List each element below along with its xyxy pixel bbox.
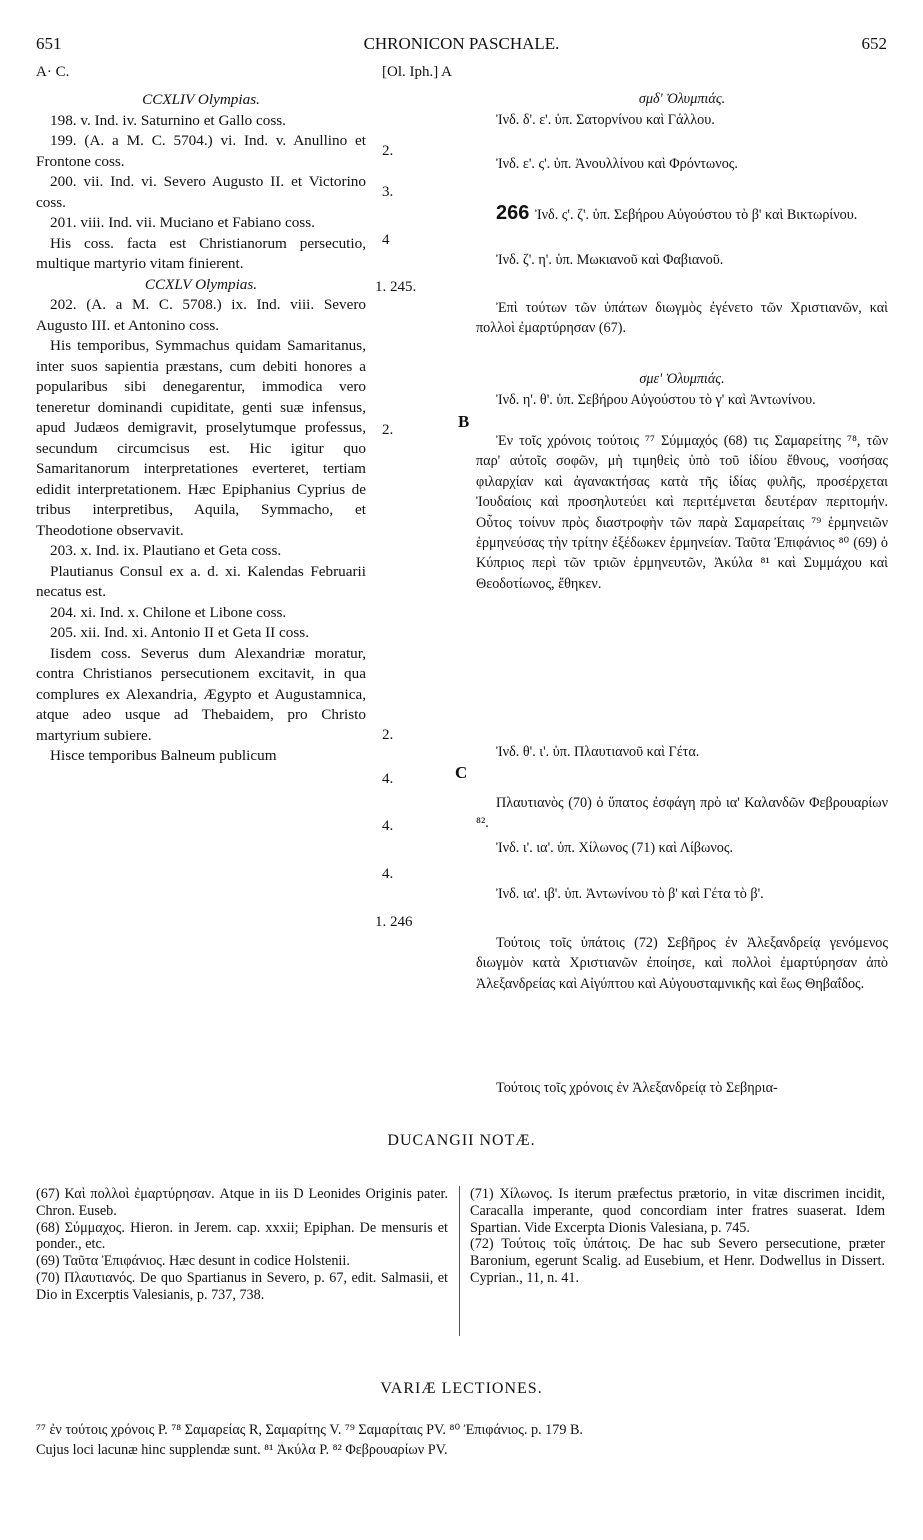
greek-paragraph: Ἰνδ. ζ'. η'. ὑπ. Μωκιανοῦ καὶ Φαβιανοῦ. xyxy=(496,252,724,268)
margin-reference: 2. xyxy=(382,727,394,743)
note-entry: (71) Χίλωνος. Is iterum præfectus prætorio, in vitæ discrimen incidit, Caracalla imperante, quod concordiam inter fratres suaserat. Idem Spartian. Vide Excerpta Dionis Valesiana, p. 745. xyxy=(470,1186,885,1236)
notes-divider xyxy=(459,1186,460,1336)
greek-paragraph: 266 Ἰνδ. ς'. ζ'. ὑπ. Σεβήρου Αὐγούστου τὸ β' καὶ Βικτωρίνου. xyxy=(496,202,858,224)
note-entry: (69) Ταῦτα Ἐπιφάνιος. Hæc desunt in codice Holstenii. xyxy=(36,1253,350,1270)
latin-paragraph: 201. viii. Ind. vii. Muciano et Fabiano coss. xyxy=(50,214,315,231)
margin-reference: 2. xyxy=(382,143,394,159)
olympiad-heading: CCXLIV Olympias. xyxy=(142,91,260,108)
greek-paragraph: Ἰνδ. δ'. ε'. ὑπ. Σατορνίνου καὶ Γάλλου. xyxy=(496,112,715,128)
greek-paragraph: Τούτοις τοῖς ὑπάτοις (72) Σεβῆρος ἐν Ἀλεξανδρείᾳ γενόμενος διωγμὸν κατὰ Χριστιανῶν ἐποίησε, καὶ πολλοὶ ἐμαρτύρησαν ἀπὸ Ἀλεξανδρείας καὶ Αἰγύπτου καὶ Αὐγουσταμνικῆς καὶ ἕως Θηβαΐδος. xyxy=(476,935,888,992)
greek-paragraph: Ἰνδ. ι'. ια'. ὑπ. Χίλωνος (71) καὶ Λίβωνος. xyxy=(496,840,734,856)
note-entry: (72) Τούτοις τοῖς ὑπάτοις. De hac sub Severo persecutione, præter Baronium, egerunt Scalig. ad Eusebium, et Henr. Dodwellus in Dissert. Cyprian., 11, n. 41. xyxy=(470,1236,885,1286)
notes-left-column xyxy=(36,1186,448,1304)
variae-lectiones xyxy=(36,1420,886,1460)
olympiad-heading: CCXLV Olympias. xyxy=(144,275,258,293)
note-entry: (68) Σύμμαχος. Hieron. in Jerem. cap. xxxii; Epiphan. De mensuris et ponder., etc. xyxy=(36,1219,448,1253)
greek-paragraph: Τούτοις τοῖς χρόνοις ἐν Ἀλεξανδρείᾳ τὸ Σεβηρια- xyxy=(496,1080,778,1096)
latin-paragraph: Iisdem coss. Severus dum Alexandriæ moratur, contra Christianos persecutionem excitavit, in qua complures ex Alexandria, Ægypto et Augustamnica, atque adeo usque ad Thebaidem, pro Christo martyrium subiere. xyxy=(36,644,366,744)
right-page-number: 652 xyxy=(861,34,887,53)
margin-reference: 4. xyxy=(382,771,394,787)
latin-paragraph: 198. v. Ind. iv. Saturnino et Gallo coss. xyxy=(50,111,286,129)
margin-reference: B xyxy=(458,412,470,431)
greek-paragraph: Ἰνδ. ε'. ς'. ὑπ. Ἀνουλλίνου καὶ Φρόντωνος. xyxy=(496,156,738,172)
latin-paragraph: 203. x. Ind. ix. Plautiano et Geta coss. xyxy=(50,542,282,559)
anno-christi-label: A· C. xyxy=(36,64,70,80)
latin-paragraph: Hisce temporibus Balneum publicum xyxy=(50,747,277,764)
margin-reference: 2. xyxy=(382,422,394,438)
latin-paragraph: 202. (A. a M. C. 5708.) ix. Ind. viii. Severo Augusto III. et Antonino coss. xyxy=(36,296,366,334)
greek-paragraph: Ἐπὶ τούτων τῶν ὑπάτων διωγμὸς ἐγένετο τῶν Χριστιανῶν, καὶ πολλοὶ ἐμαρτύρησαν (67). xyxy=(476,300,888,337)
margin-reference: 1. 245. xyxy=(375,279,417,295)
olympiad-reference: [Ol. Iph.] A xyxy=(382,64,452,80)
margin-reference: 4. xyxy=(382,818,394,834)
latin-paragraph: Plautianus Consul ex a. d. xi. Kalendas Februarii necatus est. xyxy=(36,562,366,600)
variae-heading: VARIÆ LECTIONES. xyxy=(380,1380,543,1397)
greek-paragraph: Ἰνδ. η'. θ'. ὑπ. Σεβήρου Αὐγούστου τὸ γ' καὶ Ἀντωνίνου. xyxy=(496,392,816,408)
running-title: CHRONICON PASCHALE. xyxy=(363,34,560,53)
notes-right-column xyxy=(470,1186,885,1287)
greek-paragraph: Ἰνδ. ια'. ιβ'. ὑπ. Ἀντωνίνου τὸ β' καὶ Γέτα τὸ β'. xyxy=(496,886,764,902)
variant-reading: ⁷⁷ ἐν τούτοις χρόνοις P. ⁷⁸ Σαμαρείας R, Σαμαρίτης V. ⁷⁹ Σαμαρίταις PV. ⁸⁰ Ἐπιφάνιος. p. 179 B. xyxy=(36,1422,583,1438)
latin-paragraph: 199. (A. a M. C. 5704.) vi. Ind. v. Anullino et Frontone coss. xyxy=(36,132,366,170)
latin-paragraph: 204. xi. Ind. x. Chilone et Libone coss. xyxy=(50,603,287,621)
latin-paragraph: 205. xii. Ind. xi. Antonio II et Geta II coss. xyxy=(50,624,309,641)
margin-reference: 4 xyxy=(382,232,390,248)
greek-paragraph: Πλαυτιανὸς (70) ὁ ὕπατος ἐσφάγη πρὸ ια' Καλανδῶν Φεβρουαρίων ⁸². xyxy=(476,795,888,832)
greek-paragraph: Ἐν τοῖς χρόνοις τούτοις ⁷⁷ Σύμμαχός (68) τις Σαμαρείτης ⁷⁸, τῶν παρ' αὐτοῖς σοφῶν, μὴ τιμηθεὶς ὑπὸ τοῦ ἰδίου ἔθνους, νοσήσας φιλαρχίαν καὶ ἀγανακτήσας κατὰ τῆς ἰδίας φυλῆς, προσέρχεται Ἰουδαίοις καὶ προσηλυτεύει καὶ περιτέμνεται δευτέραν περιτομήν. Οὗτος τοίνυν πρὸς διαστροφὴν τῶν παρὰ Σαμαρείταις ⁷⁹ ἑρμηνειῶν ἑρμηνεύσας τὴν τρίτην ἐξέδωκεν ἑρμηνείαν. Ταῦτα Ἐπιφάνιος ⁸⁰ (69) ὁ Κύπριος περὶ τῶν τριῶν ἑρμηνευτῶν, Ἀκύλα ⁸¹ καὶ Συμμάχου καὶ Θεοδοτίωνος, ἔθηκεν. xyxy=(476,433,888,592)
note-entry: (70) Πλαυτιανός. De quo Spartianus in Severo, p. 67, edit. Salmasii, et Dio in Excerptis Valesianis, p. 737, 738. xyxy=(36,1269,448,1303)
margin-reference: 4. xyxy=(382,866,394,882)
left-page-number: 651 xyxy=(36,34,62,53)
latin-paragraph: His temporibus, Symmachus quidam Samaritanus, inter suos sapientia præstans, cum debiti honores a popularibus sibi denegarentur, immodica vero teneretur dominandi cupiditate, genti suæ infensus, apud Judæos demigravit, proselytumque professus, secundum circumcisus est. Hic igitur quo Samaritanorum interpretationes everteret, tertiam edidit interpretationem. Hæc Epiphanius Cyprius de tribus interpretibus, Aquila, Symmacho, et Theodotione observavit. xyxy=(36,337,366,539)
latin-paragraph: His coss. facta est Christianorum persecutio, multique martyrio vitam finierent. xyxy=(36,234,366,272)
note-entry: (67) Καὶ πολλοὶ ἐμαρτύρησαν. Atque in iis D Leonides Originis pater. Chron. Euseb. xyxy=(36,1186,448,1219)
marginal-number: 266 xyxy=(496,202,535,224)
notes-heading: DUCANGII NOTÆ. xyxy=(387,1132,536,1149)
latin-paragraph: 200. vii. Ind. vi. Severo Augusto II. et Victorino coss. xyxy=(36,173,366,211)
greek-paragraph: Ἰνδ. θ'. ι'. ὑπ. Πλαυτιανοῦ καὶ Γέτα. xyxy=(496,744,700,760)
margin-reference: 1. 246 xyxy=(375,914,413,930)
greek-olympiad-heading: σμε' Ὀλυμπιάς. xyxy=(639,371,725,387)
margin-reference: 3. xyxy=(382,184,394,200)
latin-column xyxy=(36,90,366,767)
variant-reading: Cujus loci lacunæ hinc supplendæ sunt. ⁸¹ Ἀκύλα P. ⁸² Φεβρουαρίων PV. xyxy=(36,1442,448,1458)
margin-reference: C xyxy=(455,763,468,782)
greek-olympiad-heading: σμδ' Ὀλυμπιάς. xyxy=(638,91,726,107)
